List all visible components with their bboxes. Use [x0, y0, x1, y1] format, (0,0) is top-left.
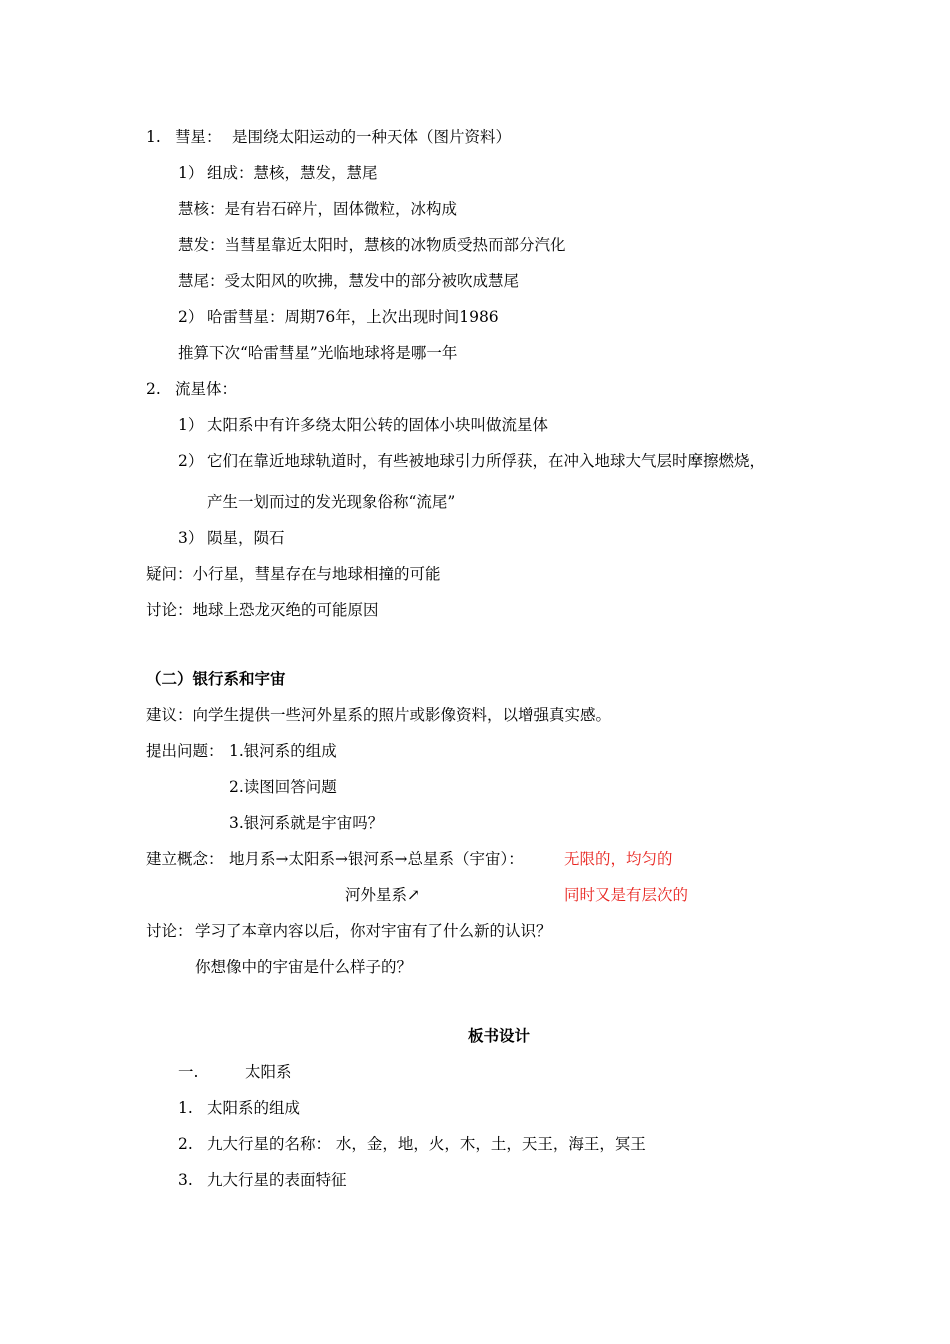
section-heading: （二）银行系和宇宙: [146, 669, 286, 688]
comet-title: 彗星：: [175, 128, 222, 146]
suggestion: 建议：向学生提供一些河外星系的照片或影像资料，以增强真实感。: [146, 706, 612, 724]
comet-tail: 慧尾：受太阳风的吹拂，慧发中的部分被吹成慧尾: [178, 272, 520, 290]
question-line: 疑问：小行星，彗星存在与地球相撞的可能: [146, 565, 441, 583]
comet-nucleus: 慧核：是有岩石碎片，固体微粒，冰构成: [178, 200, 458, 218]
board-item-1: 太阳系的组成: [207, 1099, 301, 1117]
comet-coma: 慧发：当彗星靠近太阳时，慧核的冰物质受热而部分汽化: [178, 236, 566, 254]
question-3: 3.银河系就是宇宙吗？: [229, 814, 384, 832]
meteor-item-3: 陨星，陨石: [207, 529, 285, 547]
board-item-1-number: 1.: [178, 1099, 193, 1117]
board-title: 板书设计: [468, 1026, 531, 1045]
comet-description: 是围绕太阳运动的一种天体（图片资料）: [232, 128, 512, 146]
meteor-number: 2.: [146, 380, 161, 398]
questions-label: 提出问题：: [146, 742, 224, 760]
meteor-item-2-continued: 产生一划而过的发光现象俗称“流尾”: [207, 493, 456, 511]
board-heading: 太阳系: [245, 1063, 292, 1081]
question-2: 2.读图回答问题: [229, 778, 337, 796]
meteor-item-2-number: 2）: [178, 452, 204, 470]
board-item-2: 九大行星的名称： 水，金，地，火，木，土，天王，海王，冥王: [207, 1135, 646, 1153]
meteor-item-3-number: 3）: [178, 529, 204, 547]
board-item-2-number: 2.: [178, 1135, 193, 1153]
board-item-3: 九大行星的表面特征: [207, 1171, 347, 1189]
question-1: 1.银河系的组成: [229, 742, 337, 760]
concept-label: 建立概念：: [146, 850, 224, 868]
meteor-item-1-number: 1）: [178, 416, 204, 434]
extragalactic-label: 河外星系↗: [345, 886, 420, 904]
meteor-title: 流星体：: [175, 380, 238, 398]
halley-question: 推算下次“哈雷彗星”光临地球将是哪一年: [178, 344, 458, 362]
comet-composition-number: 1）: [178, 164, 204, 182]
discussion-label: 讨论：: [146, 922, 193, 940]
concept-hierarchy: 地月系→太阳系→银河系→总星系（宇宙）：: [229, 850, 524, 868]
meteor-item-2: 它们在靠近地球轨道时，有些被地球引力所俘获，在冲入地球大气层时摩擦燃烧，: [207, 452, 766, 470]
discussion-question-1: 学习了本章内容以后，你对宇宙有了什么新的认识？: [195, 922, 552, 940]
board-heading-number: 一.: [178, 1063, 199, 1081]
concept-property-red: 无限的，均匀的: [564, 850, 673, 868]
board-item-3-number: 3.: [178, 1171, 193, 1189]
concept-property-red-2: 同时又是有层次的: [564, 886, 689, 904]
meteor-item-1: 太阳系中有许多绕太阳公转的固体小块叫做流星体: [207, 416, 549, 434]
comet-composition: 组成：慧核，慧发，慧尾: [207, 164, 378, 182]
halley-comet: 哈雷彗星：周期76年，上次出现时间1986: [207, 308, 499, 326]
halley-number: 2）: [178, 308, 204, 326]
comet-number: 1.: [146, 128, 161, 146]
discussion-question-2: 你想像中的宇宙是什么样子的？: [195, 958, 413, 976]
discussion-line: 讨论：地球上恐龙灭绝的可能原因: [146, 601, 379, 619]
